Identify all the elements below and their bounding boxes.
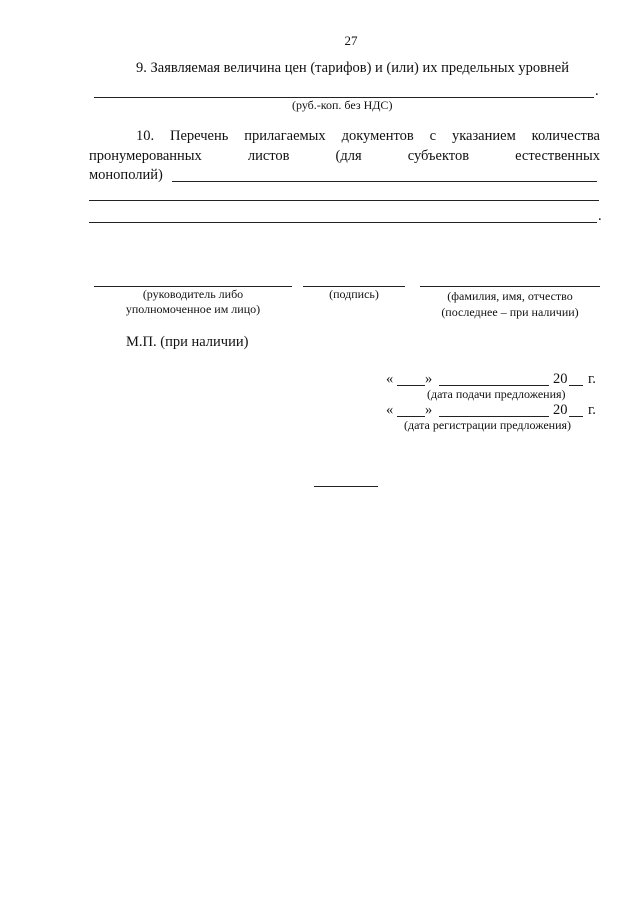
item10-line2 (89, 148, 600, 165)
head-caption-2: уполномоченное им лицо) (125, 302, 261, 316)
register-day-field[interactable] (397, 416, 425, 417)
item10-line1 (136, 128, 600, 145)
register-year-prefix: 20 (553, 402, 568, 418)
register-year-suffix: г. (588, 402, 596, 418)
submit-date-close-quote: » (425, 371, 433, 387)
page-number: 27 (344, 33, 358, 48)
name-caption-1: (фамилия, имя, отчество (447, 289, 573, 303)
submit-day-field[interactable] (397, 385, 425, 386)
item9-unit-caption: (руб.-коп. без НДС) (292, 98, 393, 112)
item10-fill-line-1[interactable] (172, 181, 597, 182)
item10-word: указанием (451, 128, 516, 144)
item10-word: с (429, 128, 437, 144)
item10-fill-line-2[interactable] (89, 200, 599, 201)
item10-word: листов (247, 148, 290, 164)
end-separator (314, 486, 378, 487)
register-date-caption: (дата регистрации предложения) (404, 418, 572, 432)
item10-fill-line-3[interactable] (89, 222, 597, 223)
register-date-close-quote: » (425, 402, 433, 418)
item10-word: естественных (515, 148, 600, 164)
submit-date-caption: (дата подачи предложения) (427, 387, 566, 401)
submit-year-suffix: г. (588, 371, 596, 387)
submit-month-field[interactable] (439, 385, 549, 386)
signature-caption: (подпись) (329, 287, 379, 301)
name-caption-2: (последнее – при наличии) (441, 305, 579, 319)
full-name-line[interactable] (420, 286, 600, 287)
submit-year-field[interactable] (569, 385, 583, 386)
item10-word: (для (335, 148, 362, 164)
item10-end-mark: . (598, 208, 602, 224)
submit-year-prefix: 20 (553, 371, 568, 387)
item10-word: Перечень (170, 128, 229, 144)
stamp-label: М.П. (при наличии) (126, 334, 249, 350)
submit-date-open-quote: « (386, 371, 394, 387)
item10-word: 10. (136, 128, 155, 144)
item10-word: пронумерованных (89, 148, 202, 164)
item10-word: документов (341, 128, 414, 144)
item9-heading: 9. Заявляемая величина цен (тарифов) и (или) их предельных уровней (136, 60, 569, 76)
item9-end-mark: . (595, 83, 599, 99)
register-date-open-quote: « (386, 402, 394, 418)
register-month-field[interactable] (439, 416, 549, 417)
item10-word: прилагаемых (244, 128, 326, 144)
head-caption-1: (руководитель либо (142, 287, 244, 301)
item10-word: количества (531, 128, 600, 144)
item10-word: субъектов (407, 148, 470, 164)
item10-line3: монополий) (89, 167, 163, 183)
register-year-field[interactable] (569, 416, 583, 417)
